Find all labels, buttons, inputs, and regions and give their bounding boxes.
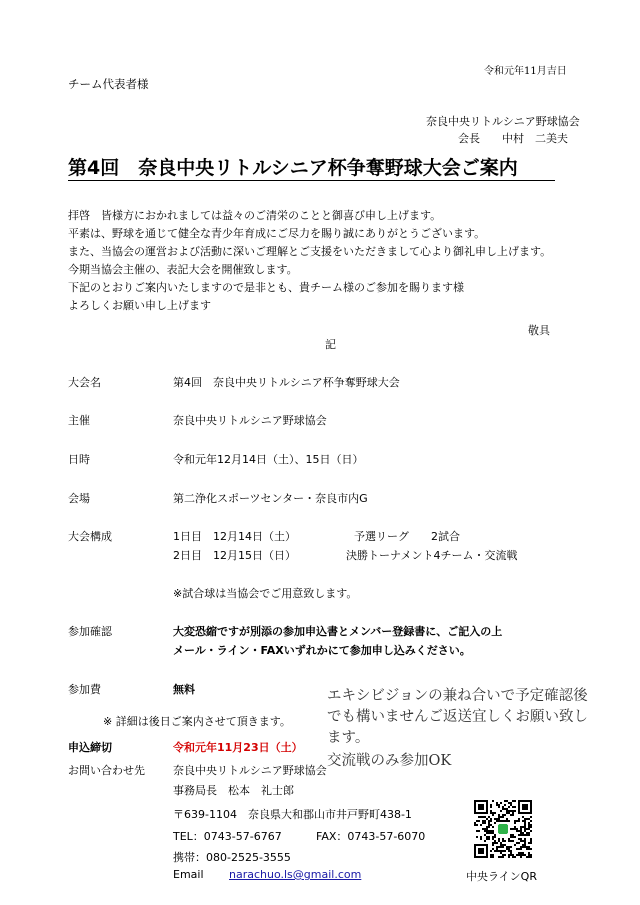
ball-note: ※試合球は当協会でご用意致します。 xyxy=(173,587,358,600)
contact-label: お問い合わせ先 xyxy=(68,764,145,777)
contact-address: 〒639-1104 奈良県大和郡山市井戸野町438-1 xyxy=(173,808,412,821)
fee-label: 参加費 xyxy=(68,683,101,696)
addressee: チーム代表者様 xyxy=(68,77,149,91)
chair-role: 会長 xyxy=(458,132,480,145)
contact-person: 事務局長 松本 礼士郎 xyxy=(173,784,294,797)
confirm-line: メール・ライン・FAXいずれかにて参加申し込みください。 xyxy=(173,644,471,657)
issue-date: 令和元年11月吉日 xyxy=(484,66,567,77)
qr-caption: 中央ラインQR xyxy=(466,870,537,883)
line-logo-icon xyxy=(498,824,508,834)
email-label: Email xyxy=(173,868,204,881)
confirm-line: 大変恐縮ですが別添の参加申込書とメンバー登録書に、ご記入の上 xyxy=(173,625,503,638)
contact-tel: TEL：0743-57-6767 xyxy=(173,830,282,843)
ki-heading: 記 xyxy=(325,338,336,351)
annotation-note-line: でも構いませんご返送宜しくお願い致し xyxy=(327,709,588,725)
datetime-value: 令和元年12月14日（土）、15日（日） xyxy=(173,453,364,466)
annotation-note-line: エキシビジョンの兼ね合いで予定確認後 xyxy=(327,688,588,704)
letter-line: 今期当協会主催の、表記大会を開催致します。 xyxy=(68,263,298,276)
format-label: 大会構成 xyxy=(68,530,112,543)
day2-date: 2日目 12月15日（日） xyxy=(173,549,296,562)
letter-line: また、当協会の運営および活動に深いご理解とご支援をいただきまして心より御礼申し上げます。 xyxy=(68,245,552,258)
deadline-value: 令和元年11月23日（土） xyxy=(173,741,303,754)
tournament-name-value: 第4回 奈良中央リトルシニア杯争奪野球大会 xyxy=(173,376,400,389)
page-title: 第4回 奈良中央リトルシニア杯争奪野球大会ご案内 xyxy=(68,157,518,179)
tournament-name-label: 大会名 xyxy=(68,376,101,389)
day1-description: 予選リーグ 2試合 xyxy=(354,530,460,543)
contact-org: 奈良中央リトルシニア野球協会 xyxy=(173,764,327,777)
contact-fax: FAX：0743-57-6070 xyxy=(316,830,426,843)
letter-line: 下記のとおりご案内いたしますので是非とも、貴チーム様のご参加を賜ります様 xyxy=(68,281,464,294)
host-label: 主催 xyxy=(68,414,90,427)
contact-mobile: 携帯：080-2525-3555 xyxy=(173,851,291,864)
letter-closing: 敬具 xyxy=(528,324,550,337)
email-link[interactable]: narachuo.ls@gmail.com xyxy=(229,868,362,881)
deadline-label: 申込締切 xyxy=(68,741,112,754)
venue-label: 会場 xyxy=(68,492,90,505)
fee-note: ※ 詳細は後日ご案内させて頂きます。 xyxy=(103,715,291,728)
host-value: 奈良中央リトルシニア野球協会 xyxy=(173,414,327,427)
letter-line: 拝啓 皆様方におかれましては益々のご清栄のことと御喜び申し上げます。 xyxy=(68,209,442,222)
letter-line: よろしくお願い申し上げます xyxy=(68,299,211,312)
letter-line: 平素は、野球を通じて健全な青少年育成にご尽力を賜り誠にありがとうございます。 xyxy=(68,227,486,240)
day1-date: 1日目 12月14日（土） xyxy=(173,530,296,543)
annotation-note-line: 交流戦のみ参加OK xyxy=(327,753,452,769)
confirm-label: 参加確認 xyxy=(68,625,112,638)
chair-name: 中村 二美夫 xyxy=(502,132,568,145)
venue-value: 第二浄化スポーツセンター・奈良市内G xyxy=(173,492,368,505)
fee-value: 無料 xyxy=(173,683,195,696)
day2-description: 決勝トーナメント4チーム・交流戦 xyxy=(346,549,518,562)
line-qr-code[interactable] xyxy=(474,800,532,858)
datetime-label: 日時 xyxy=(68,453,90,466)
title-underline xyxy=(68,180,555,181)
organization-name: 奈良中央リトルシニア野球協会 xyxy=(426,115,580,128)
annotation-note-line: ます。 xyxy=(327,730,370,746)
